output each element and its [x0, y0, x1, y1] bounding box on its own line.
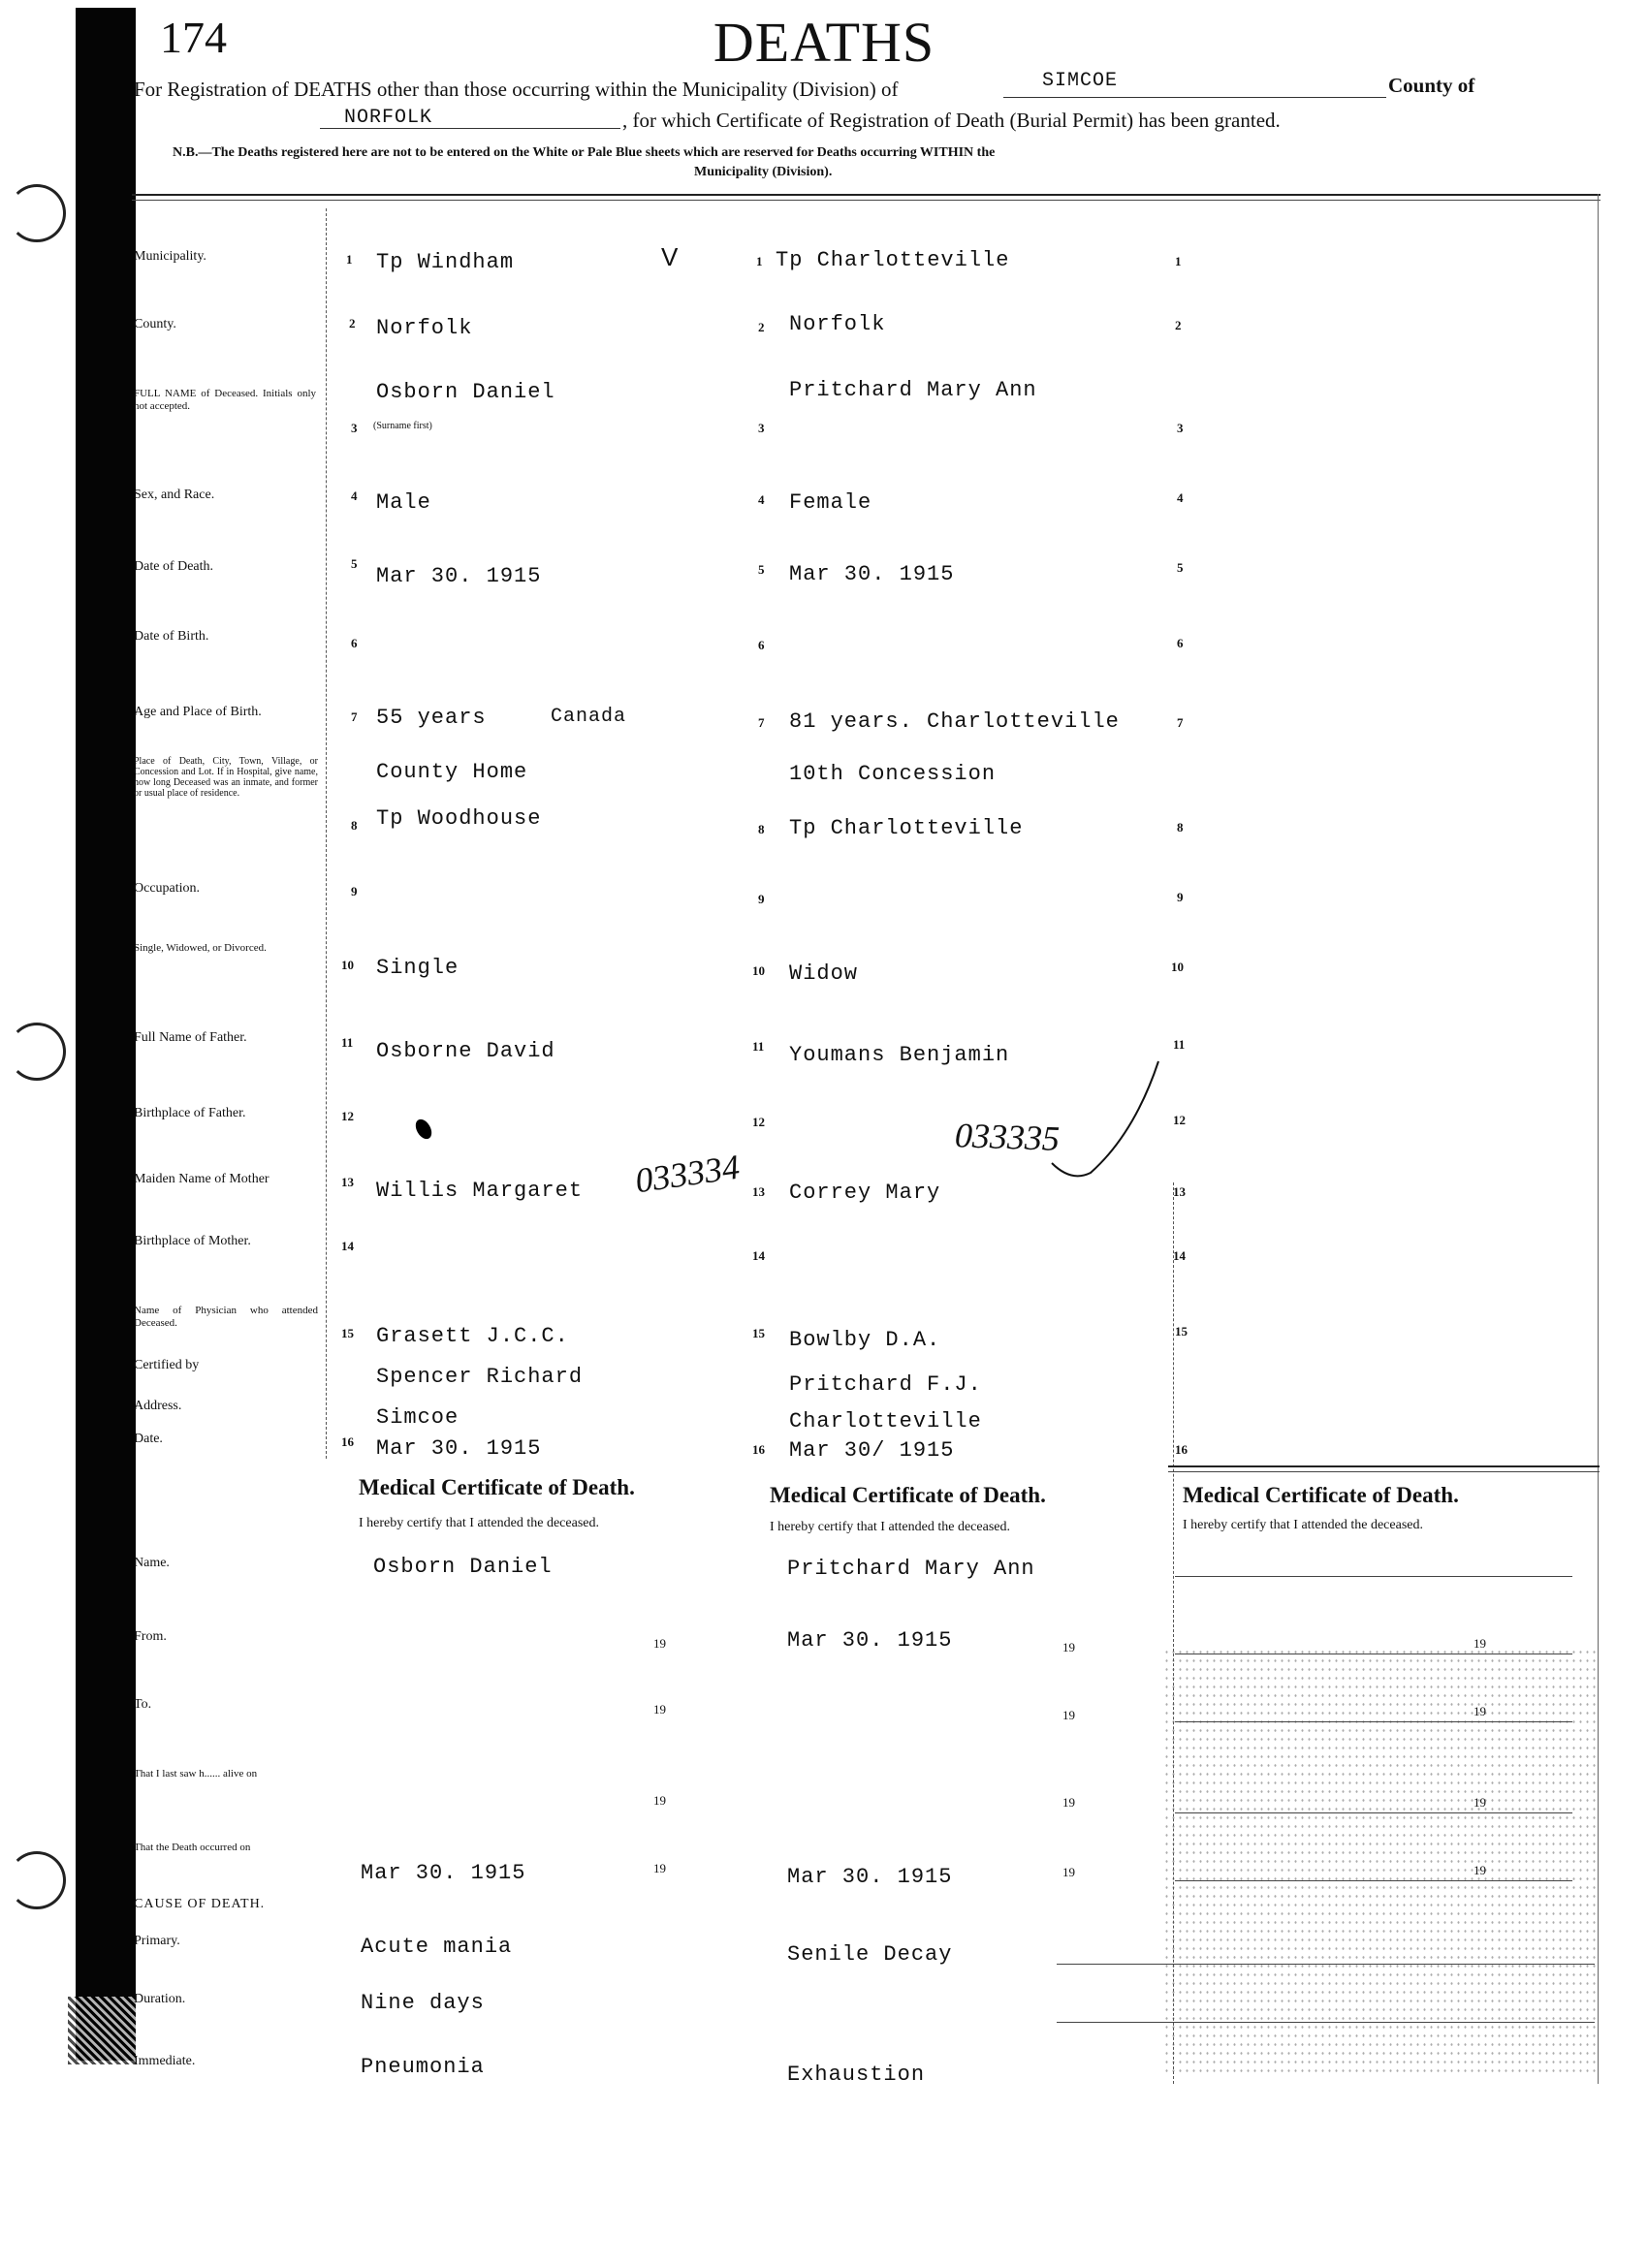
county-value: Norfolk — [789, 312, 886, 336]
row-number: 3 — [758, 421, 765, 435]
year-prefix: 19 — [653, 1793, 666, 1808]
row-number: 12 — [752, 1115, 765, 1129]
row-number: 13 — [1173, 1184, 1186, 1199]
punch-hole-icon — [8, 1851, 66, 1909]
year-prefix: 19 — [1062, 1865, 1075, 1879]
fill-line — [1175, 1576, 1572, 1577]
row-number: 14 — [341, 1239, 354, 1253]
label-last-saw: That I last saw h...... alive on — [134, 1768, 258, 1780]
mc-death-occurred-value: Mar 30. 1915 — [361, 1861, 526, 1885]
place-of-death-value-1: County Home — [376, 760, 528, 784]
row-number: 1 — [756, 254, 763, 268]
year-prefix: 19 — [1062, 1708, 1075, 1722]
row-number: 4 — [351, 488, 358, 503]
mc-death-occurred-value: Mar 30. 1915 — [787, 1865, 953, 1889]
scan-noise — [1163, 1648, 1600, 2074]
division-fill-line — [1003, 97, 1386, 98]
birthplace-value: Canada — [551, 706, 627, 728]
label-to: To. — [134, 1697, 152, 1712]
binding-edge — [76, 8, 136, 2061]
date-value: Mar 30. 1915 — [376, 1436, 542, 1461]
municipality-value: Tp Windham — [376, 250, 515, 274]
year-prefix: 19 — [1062, 1640, 1075, 1654]
ink-blot — [412, 1117, 434, 1142]
label-mother-birthplace: Birthplace of Mother. — [134, 1234, 251, 1248]
year-prefix: 19 — [1062, 1795, 1075, 1810]
year-prefix: 19 — [653, 1861, 666, 1875]
row-number: 16 — [341, 1434, 354, 1449]
label-age-place-birth: Age and Place of Birth. — [134, 705, 262, 719]
row-number: 13 — [752, 1184, 765, 1199]
row-number: 10 — [341, 958, 354, 972]
row-number: 16 — [1175, 1442, 1188, 1457]
note-line-2: Municipality (Division). — [694, 165, 833, 179]
date-of-death-value: Mar 30. 1915 — [376, 564, 542, 588]
fill-line — [1057, 1964, 1595, 1965]
label-cause: CAUSE OF DEATH. — [134, 1897, 266, 1911]
marital-value: Widow — [789, 961, 859, 986]
label-address: Address. — [134, 1399, 182, 1413]
row-number: 14 — [752, 1248, 765, 1263]
physician-value: Grasett J.C.C. — [376, 1324, 569, 1348]
row-number: 8 — [758, 822, 765, 836]
row-number: 15 — [1175, 1324, 1188, 1339]
form-number: 174 — [160, 13, 227, 62]
column-divider — [326, 208, 327, 1459]
place-of-death-value-1: 10th Concession — [789, 762, 997, 786]
label-duration: Duration. — [134, 1992, 186, 2006]
row-number: 3 — [351, 421, 358, 435]
row-number: 7 — [1177, 715, 1184, 730]
medical-cert-subtitle: I hereby certify that I attended the deceased. — [359, 1516, 599, 1530]
immediate-cause-value: Exhaustion — [787, 2063, 926, 2087]
place-of-death-value-2: Tp Woodhouse — [376, 806, 542, 831]
label-surname-first: (Surname first) — [373, 421, 432, 431]
row-number: 9 — [351, 884, 358, 898]
row-number: 16 — [752, 1442, 765, 1457]
column-divider — [1173, 1182, 1174, 2084]
year-prefix: 19 — [1474, 1636, 1486, 1651]
label-from: From. — [134, 1629, 167, 1644]
year-prefix: 19 — [1474, 1704, 1486, 1718]
row-number: 5 — [351, 556, 358, 571]
date-of-death-value: Mar 30. 1915 — [789, 562, 955, 586]
sex-value: Female — [789, 490, 872, 515]
year-prefix: 19 — [1474, 1795, 1486, 1810]
page-title: DEATHS — [713, 11, 935, 74]
row-number: 10 — [1171, 960, 1184, 974]
age-value: 81 years. Charlotteville — [789, 709, 1120, 734]
row-number: 15 — [341, 1326, 354, 1340]
duration-value: Nine days — [361, 1991, 485, 2015]
row-number: 9 — [1177, 890, 1184, 904]
row-number: 6 — [758, 638, 765, 652]
medical-cert-title: Medical Certificate of Death. — [770, 1483, 1046, 1507]
full-name-value: Pritchard Mary Ann — [789, 378, 1037, 402]
county-value: Norfolk — [376, 316, 473, 340]
label-father-name: Full Name of Father. — [134, 1030, 247, 1045]
medical-cert-rule — [1168, 1465, 1600, 1467]
immediate-cause-value: Pneumonia — [361, 2055, 485, 2079]
year-prefix: 19 — [1474, 1863, 1486, 1877]
row-number: 5 — [758, 562, 765, 577]
label-date-of-birth: Date of Birth. — [134, 629, 209, 644]
label-occupation: Occupation. — [134, 881, 201, 896]
address-value: Simcoe — [376, 1405, 460, 1430]
row-number: 11 — [341, 1035, 354, 1050]
row-number: 13 — [341, 1175, 354, 1189]
label-death-occurred: That the Death occurred on — [134, 1842, 251, 1853]
father-name-value: Youmans Benjamin — [789, 1043, 1010, 1067]
label-father-birthplace: Birthplace of Father. — [134, 1106, 246, 1120]
label-mc-name: Name. — [134, 1556, 170, 1570]
header-rule-2 — [132, 200, 1600, 201]
row-number: 10 — [752, 963, 765, 978]
row-number: 15 — [752, 1326, 765, 1340]
county-label: County of — [1388, 74, 1475, 97]
label-immediate: Immediate. — [134, 2054, 196, 2068]
certified-by-value: Pritchard F.J. — [789, 1372, 982, 1397]
marital-value: Single — [376, 956, 460, 980]
primary-cause-value: Senile Decay — [787, 1942, 953, 1967]
label-marital: Single, Widowed, or Divorced. — [134, 942, 267, 954]
mc-name-value: Pritchard Mary Ann — [787, 1557, 1035, 1581]
medical-cert-title: Medical Certificate of Death. — [1183, 1483, 1459, 1507]
medical-cert-subtitle: I hereby certify that I attended the deceased. — [1183, 1518, 1423, 1532]
row-number: 5 — [1177, 560, 1184, 575]
row-number: 7 — [351, 709, 358, 724]
row-number: 11 — [752, 1039, 765, 1054]
row-number: 2 — [758, 320, 765, 334]
stamp-number: 033335 — [954, 1116, 1061, 1158]
intro-line-1: For Registration of DEATHS other than those occurring within the Municipality (Division) of — [134, 78, 899, 101]
row-number: 7 — [758, 715, 765, 730]
sex-value: Male — [376, 490, 431, 515]
primary-cause-value: Acute mania — [361, 1935, 513, 1959]
stamp-number: 033334 — [632, 1147, 743, 1201]
label-physician: Name of Physician who attended Deceased. — [134, 1305, 318, 1329]
row-number: 12 — [1173, 1113, 1186, 1127]
municipality-value: Tp Charlotteville — [776, 248, 1010, 272]
header-rule — [132, 194, 1600, 196]
age-value: 55 years — [376, 706, 487, 730]
physician-value: Bowlby D.A. — [789, 1328, 941, 1352]
row-number: 3 — [1177, 421, 1184, 435]
row-number: 2 — [349, 316, 356, 331]
label-date: Date. — [134, 1432, 163, 1446]
medical-cert-title: Medical Certificate of Death. — [359, 1475, 635, 1499]
row-number: 8 — [351, 818, 358, 833]
label-full-name: FULL NAME of Deceased. Initials only not accepted. — [134, 388, 316, 412]
fill-line — [1175, 1721, 1572, 1722]
mother-maiden-value: Correy Mary — [789, 1181, 941, 1205]
binding-edge-fragment — [68, 1997, 136, 2064]
row-number: 6 — [1177, 636, 1184, 650]
mc-from-value: Mar 30. 1915 — [787, 1628, 953, 1653]
label-municipality: Municipality. — [134, 249, 206, 264]
year-prefix: 19 — [653, 1636, 666, 1651]
intro-line-2: , for which Certificate of Registration of Death (Burial Permit) has been granted. — [622, 109, 1281, 132]
row-number: 8 — [1177, 820, 1184, 835]
full-name-value: Osborn Daniel — [376, 380, 555, 404]
address-value: Charlotteville — [789, 1409, 982, 1433]
label-date-of-death: Date of Death. — [134, 559, 214, 574]
label-sex-race: Sex, and Race. — [134, 488, 215, 502]
label-mother-maiden: Maiden Name of Mother — [134, 1172, 269, 1186]
mother-maiden-value: Willis Margaret — [376, 1179, 584, 1203]
row-number: 12 — [341, 1109, 354, 1123]
punch-hole-icon — [8, 184, 66, 242]
punch-hole-icon — [8, 1023, 66, 1081]
row-number: 4 — [758, 492, 765, 507]
division-value: SIMCOE — [1042, 70, 1119, 92]
row-number: 14 — [1173, 1248, 1186, 1263]
row-number: 1 — [1175, 254, 1182, 268]
medical-cert-subtitle: I hereby certify that I attended the deceased. — [770, 1520, 1010, 1534]
row-number: 4 — [1177, 490, 1184, 505]
medical-cert-rule-2 — [1168, 1471, 1600, 1472]
fill-line — [1175, 1812, 1572, 1813]
row-number: 6 — [351, 636, 358, 650]
label-place-of-death: Place of Death, City, Town, Village, or Concession and Lot. If in Hospital, give name, how long Deceased was an inmate, and former or usual place of residence. — [134, 756, 318, 799]
row-number: 2 — [1175, 318, 1182, 332]
label-county: County. — [134, 317, 176, 331]
label-certified-by: Certified by — [134, 1358, 200, 1372]
place-of-death-value-2: Tp Charlotteville — [789, 816, 1024, 840]
father-name-value: Osborne David — [376, 1039, 555, 1063]
row-number: 11 — [1173, 1037, 1186, 1052]
mc-name-value: Osborn Daniel — [373, 1555, 553, 1579]
row-number: 9 — [758, 892, 765, 906]
label-primary: Primary. — [134, 1934, 180, 1948]
fill-line — [1175, 1880, 1572, 1881]
checkmark-icon — [1047, 1056, 1163, 1192]
date-value: Mar 30/ 1915 — [789, 1438, 955, 1463]
note-line-1: N.B.—The Deaths registered here are not to be entered on the White or Pale Blue sheets which are reserved for Deaths occurring WITHIN the — [173, 145, 996, 160]
certified-by-value: Spencer Richard — [376, 1365, 584, 1389]
county-value: NORFOLK — [344, 107, 433, 129]
row-number: 1 — [346, 252, 353, 267]
check-mark: V — [661, 242, 679, 271]
right-border — [1598, 194, 1599, 2084]
year-prefix: 19 — [653, 1702, 666, 1717]
fill-line — [1057, 2022, 1595, 2023]
